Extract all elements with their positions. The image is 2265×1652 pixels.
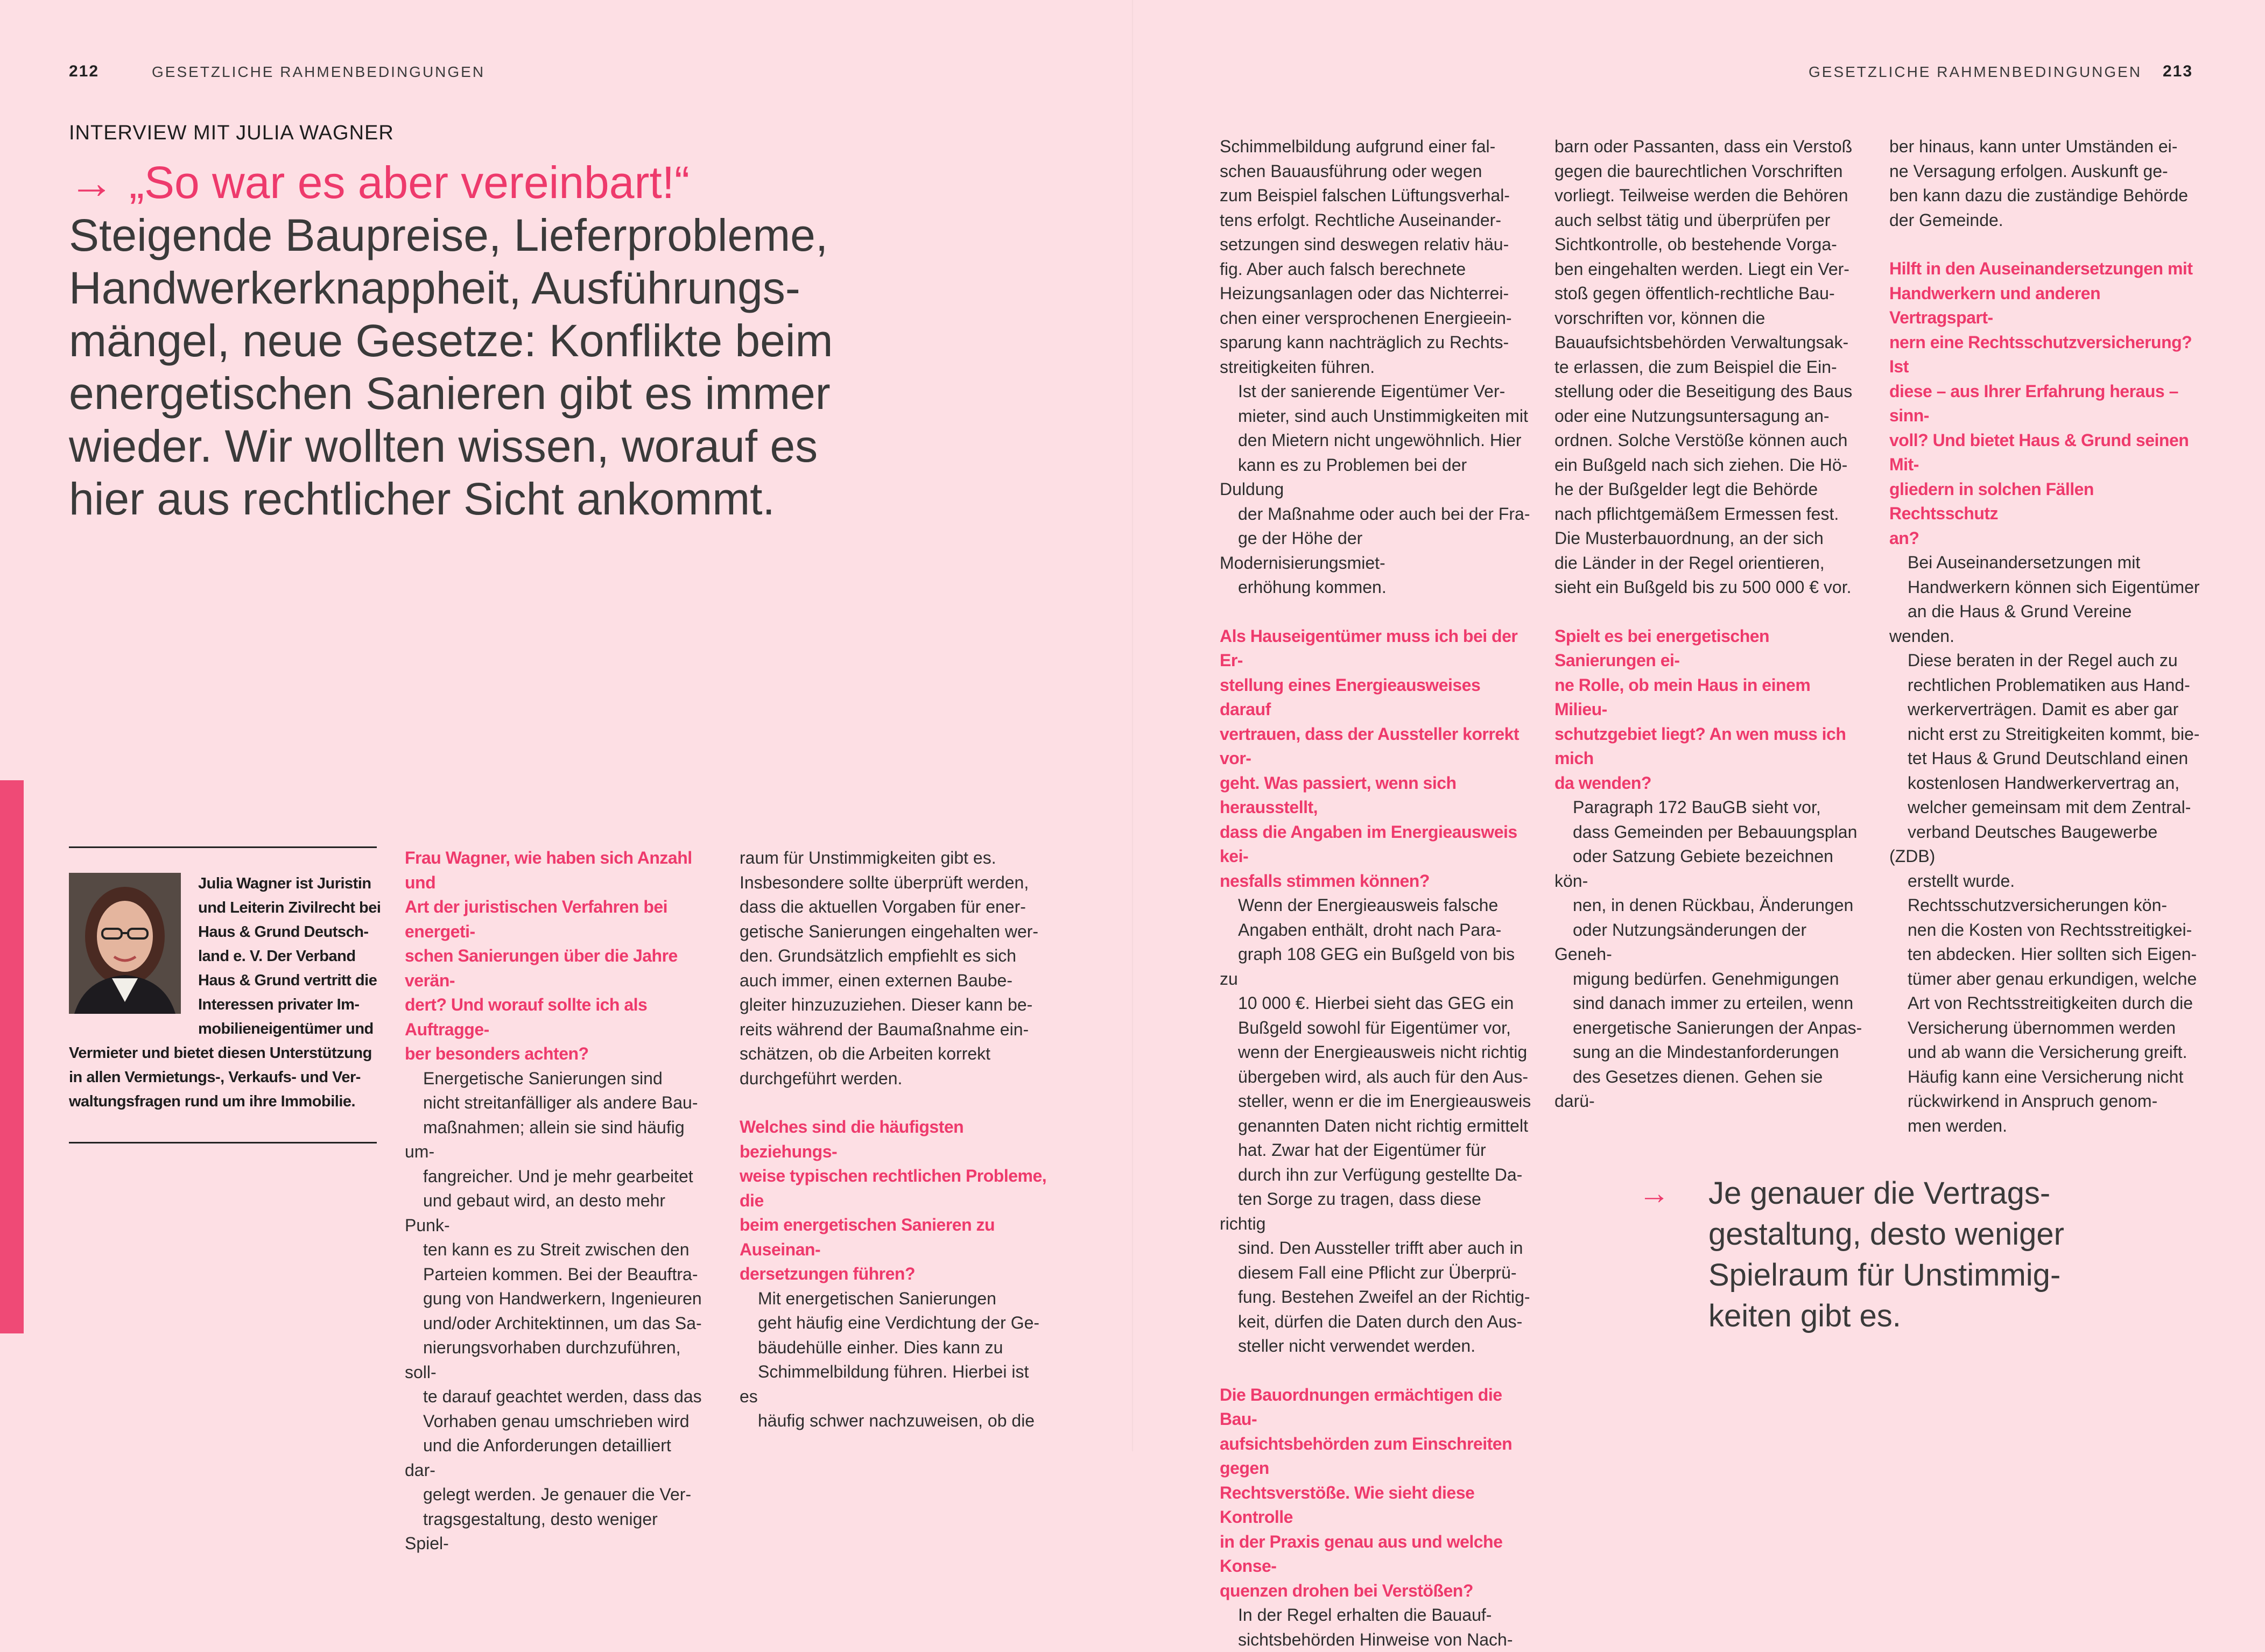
bio-line: Haus & Grund vertritt die bbox=[198, 969, 381, 993]
headline-line: energetischen Sanieren gibt es immer bbox=[69, 367, 952, 420]
running-head-left: GESETZLICHE RAHMENBEDINGUNGEN bbox=[152, 63, 485, 81]
text-line: schen Bauausführung oder wegen bbox=[1220, 159, 1532, 184]
text-line: wenn der Energieausweis nicht richtig bbox=[1220, 1040, 1532, 1065]
text-line: bäudehülle einher. Dies kann zu bbox=[740, 1336, 1052, 1360]
answer-paragraph bbox=[1554, 135, 1867, 600]
bio-line: und Leiterin Zivilrecht bei bbox=[198, 896, 381, 920]
accent-bar bbox=[0, 780, 24, 1333]
text-line: Als Hauseigentümer muss ich bei der Er- bbox=[1220, 624, 1532, 673]
page-number-left: 212 bbox=[69, 62, 99, 81]
text-line: In der Regel erhalten die Bauauf- bbox=[1220, 1603, 1532, 1628]
text-line: den Mietern nicht ungewöhnlich. Hier bbox=[1220, 428, 1532, 453]
text-line: Art der juristischen Verfahren bei energeti- bbox=[405, 895, 706, 944]
text-line: vorliegt. Teilweise werden die Behören bbox=[1554, 183, 1867, 208]
text-line: tet Haus & Grund Deutschland einen bbox=[1889, 746, 2201, 771]
text-line: barn oder Passanten, dass ein Verstoß bbox=[1554, 135, 1867, 159]
answer-paragraph bbox=[740, 846, 1052, 1091]
body-column-4 bbox=[1554, 135, 1867, 1114]
text-line: ben eingehalten werden. Liegt ein Ver- bbox=[1554, 257, 1867, 282]
text-line: durchgeführt werden. bbox=[740, 1067, 1052, 1091]
answer-paragraph bbox=[1554, 795, 1867, 1114]
paragraph-gap bbox=[740, 1091, 1052, 1115]
text-line: ein Bußgeld nach sich ziehen. Die Hö- bbox=[1554, 453, 1867, 478]
text-line: ne Rolle, ob mein Haus in einem Milieu- bbox=[1554, 673, 1867, 722]
running-head-right: GESETZLICHE RAHMENBEDINGUNGEN bbox=[1809, 63, 2142, 81]
text-line: keit, dürfen die Daten durch den Aus- bbox=[1220, 1310, 1532, 1335]
text-line: genannten Daten nicht richtig ermittelt bbox=[1220, 1114, 1532, 1139]
text-line: Bauaufsichtsbehörden Verwaltungsak- bbox=[1554, 330, 1867, 355]
pull-quote bbox=[1638, 1173, 2209, 1337]
text-line: Spielt es bei energetischen Sanierungen ei- bbox=[1554, 624, 1867, 673]
text-line: durch ihn zur Verfügung gestellte Da- bbox=[1220, 1163, 1532, 1188]
text-line: diesem Fall eine Pflicht zur Überprü- bbox=[1220, 1261, 1532, 1286]
text-line: maßnahmen; allein sie sind häufig um- bbox=[405, 1116, 706, 1164]
text-line: ordnen. Solche Verstöße können auch bbox=[1554, 428, 1867, 453]
text-line: Energetische Sanierungen sind bbox=[405, 1067, 706, 1091]
text-line: Vorhaben genau umschrieben wird bbox=[405, 1409, 706, 1434]
interview-question bbox=[1554, 624, 1867, 796]
text-line: nicht streitanfälliger als andere Bau- bbox=[405, 1091, 706, 1116]
text-line: dert? Und worauf sollte ich als Auftragge- bbox=[405, 993, 706, 1042]
text-line: mieter, sind auch Unstimmigkeiten mit bbox=[1220, 404, 1532, 429]
text-line: zum Beispiel falschen Lüftungsverhal- bbox=[1220, 183, 1532, 208]
text-line: gung von Handwerkern, Ingenieuren bbox=[405, 1287, 706, 1311]
text-line: beim energetischen Sanieren zu Auseinan- bbox=[740, 1213, 1052, 1262]
text-line: erhöhung kommen. bbox=[1220, 575, 1532, 600]
text-line: und ab wann die Versicherung greift. bbox=[1889, 1040, 2201, 1065]
text-line: vorschriften vor, können die bbox=[1554, 306, 1867, 331]
body-column-3 bbox=[1220, 135, 1532, 1652]
text-line: Welches sind die häufigsten beziehungs- bbox=[740, 1115, 1052, 1164]
answer-paragraph bbox=[1889, 893, 2201, 1138]
text-line: voll? Und bietet Haus & Grund seinen Mit- bbox=[1889, 428, 2201, 477]
text-line: dersetzungen führen? bbox=[740, 1262, 1052, 1287]
text-line: kostenlosen Handwerkervertrag an, bbox=[1889, 771, 2201, 796]
bio-line: Vermieter und bietet diesen Unterstützung bbox=[69, 1041, 381, 1065]
text-line: ge der Höhe der Modernisierungsmiet- bbox=[1220, 526, 1532, 575]
text-line: Bei Auseinandersetzungen mit bbox=[1889, 550, 2201, 575]
bio-line: mobilieneigentümer und bbox=[198, 1017, 381, 1041]
text-line: und die Anforderungen detailliert dar- bbox=[405, 1434, 706, 1482]
answer-paragraph bbox=[1220, 1603, 1532, 1652]
text-line: oder eine Nutzungsuntersagung an- bbox=[1554, 404, 1867, 429]
text-line: te darauf geachtet werden, dass das bbox=[405, 1385, 706, 1409]
text-line: der Gemeinde. bbox=[1889, 208, 2201, 233]
text-line: Bußgeld sowohl für Eigentümer vor, bbox=[1220, 1016, 1532, 1041]
text-line: häufig schwer nachzuweisen, ob die bbox=[740, 1409, 1052, 1434]
text-line: da wenden? bbox=[1554, 771, 1867, 796]
bio-line: waltungsfragen rund um ihre Immobilie. bbox=[69, 1090, 381, 1114]
text-line: fig. Aber auch falsch berechnete bbox=[1220, 257, 1532, 282]
text-line: nesfalls stimmen können? bbox=[1220, 869, 1532, 894]
text-line: gelegt werden. Je genauer die Ver- bbox=[405, 1482, 706, 1507]
text-line: ne Versagung erfolgen. Auskunft ge- bbox=[1889, 159, 2201, 184]
text-line: sung an die Mindestanforderungen bbox=[1554, 1040, 1867, 1065]
text-line: in der Praxis genau aus und welche Konse- bbox=[1220, 1530, 1532, 1579]
gutter-fold bbox=[1132, 0, 1133, 1451]
text-line: gleiter hinzuzuziehen. Dieser kann be- bbox=[740, 993, 1052, 1018]
bio-text bbox=[69, 872, 381, 1114]
text-line: auch selbst tätig und überprüfen per bbox=[1554, 208, 1867, 233]
headline-quote: „So war es aber vereinbart!“ bbox=[129, 157, 690, 208]
text-line: oder Nutzungsänderungen der Geneh- bbox=[1554, 918, 1867, 967]
text-line: ben kann dazu die zuständige Behörde bbox=[1889, 183, 2201, 208]
text-line: Heizungsanlagen oder das Nichterrei- bbox=[1220, 281, 1532, 306]
text-line: steller, wenn er die im Energieausweis bbox=[1220, 1089, 1532, 1114]
bio-line: Interessen privater Im- bbox=[198, 993, 381, 1017]
text-line: übergeben wird, als auch für den Aus- bbox=[1220, 1065, 1532, 1090]
kicker: INTERVIEW MIT JULIA WAGNER bbox=[69, 122, 394, 145]
text-line: nen, in denen Rückbau, Änderungen bbox=[1554, 893, 1867, 918]
text-line: weise typischen rechtlichen Probleme, die bbox=[740, 1164, 1052, 1213]
body-column-2 bbox=[740, 846, 1052, 1434]
text-line: raum für Unstimmigkeiten gibt es. bbox=[740, 846, 1052, 871]
text-line: rechtlichen Problematiken aus Hand- bbox=[1889, 673, 2201, 698]
text-line: geht häufig eine Verdichtung der Ge- bbox=[740, 1311, 1052, 1336]
text-line: schätzen, ob die Arbeiten korrekt bbox=[740, 1042, 1052, 1067]
text-line: sparung kann nachträglich zu Rechts- bbox=[1220, 330, 1532, 355]
arrow-right-icon: → bbox=[69, 156, 129, 209]
text-line: nach pflichtgemäßem Ermessen fest. bbox=[1554, 502, 1867, 527]
text-line: nicht erst zu Streitigkeiten kommt, bie- bbox=[1889, 722, 2201, 747]
paragraph-gap bbox=[1220, 1359, 1532, 1383]
text-line: fangreicher. Und je mehr gearbeitet bbox=[405, 1164, 706, 1189]
text-line: sieht ein Bußgeld bis zu 500 000 € vor. bbox=[1554, 575, 1867, 600]
text-line: streitigkeiten führen. bbox=[1220, 355, 1532, 380]
bio-line: land e. V. Der Verband bbox=[198, 944, 381, 969]
arrow-right-icon: → bbox=[1638, 1173, 1670, 1214]
headline bbox=[69, 156, 952, 525]
text-line: te erlassen, die zum Beispiel die Ein- bbox=[1554, 355, 1867, 380]
text-line: graph 108 GEG ein Bußgeld von bis zu bbox=[1220, 942, 1532, 991]
interview-question bbox=[1889, 257, 2201, 550]
text-line: tragsgestaltung, desto weniger Spiel- bbox=[405, 1507, 706, 1556]
text-line: und gebaut wird, an desto mehr Punk- bbox=[405, 1189, 706, 1238]
text-line: gegen die baurechtlichen Vorschriften bbox=[1554, 159, 1867, 184]
text-line: migung bedürfen. Genehmigungen bbox=[1554, 967, 1867, 992]
text-line: hat. Zwar hat der Eigentümer für bbox=[1220, 1138, 1532, 1163]
text-line: dass Gemeinden per Bebauungsplan bbox=[1554, 820, 1867, 845]
text-line: den. Grundsätzlich empfiehlt es sich bbox=[740, 944, 1052, 969]
text-line: die Länder in der Regel orientieren, bbox=[1554, 551, 1867, 576]
pull-quote-line: Je genauer die Vertrags- bbox=[1708, 1173, 2209, 1214]
pull-quote-line: keiten gibt es. bbox=[1708, 1296, 2209, 1337]
text-line: ten abdecken. Hier sollten sich Eigen- bbox=[1889, 942, 2201, 967]
bio-rule-top bbox=[69, 846, 377, 848]
text-line: nern eine Rechtsschutzversicherung? Ist bbox=[1889, 330, 2201, 379]
paragraph-gap bbox=[1889, 232, 2201, 257]
text-line: nierungsvorhaben durchzuführen, soll- bbox=[405, 1336, 706, 1385]
answer-paragraph bbox=[405, 1067, 706, 1556]
text-line: Frau Wagner, wie haben sich Anzahl und bbox=[405, 846, 706, 895]
text-line: Handwerkern können sich Eigentümer bbox=[1889, 575, 2201, 600]
pull-quote-line: gestaltung, desto weniger bbox=[1708, 1214, 2209, 1255]
text-line: Rechtsverstöße. Wie sieht diese Kontrolle bbox=[1220, 1481, 1532, 1530]
text-line: auch immer, einen externen Baube- bbox=[740, 969, 1052, 993]
text-line: he der Bußgelder legt die Behörde bbox=[1554, 477, 1867, 502]
text-line: ten Sorge zu tragen, dass diese richtig bbox=[1220, 1187, 1532, 1236]
headline-line: wieder. Wir wollten wissen, worauf es bbox=[69, 420, 952, 472]
text-line: aufsichtsbehörden zum Einschreiten gegen bbox=[1220, 1432, 1532, 1481]
text-line: dass die aktuellen Vorgaben für ener- bbox=[740, 895, 1052, 920]
text-line: reits während der Baumaßnahme ein- bbox=[740, 1018, 1052, 1042]
text-line: tens erfolgt. Rechtliche Auseinander- bbox=[1220, 208, 1532, 233]
bio-line: Julia Wagner ist Juristin bbox=[198, 872, 381, 896]
text-line: Ist der sanierende Eigentümer Ver- bbox=[1220, 379, 1532, 404]
text-line: vertrauen, dass der Aussteller korrekt vor- bbox=[1220, 722, 1532, 771]
text-line: Die Musterbauordnung, an der sich bbox=[1554, 526, 1867, 551]
answer-paragraph bbox=[1220, 379, 1532, 600]
text-line: oder Satzung Gebiete bezeichnen kön- bbox=[1554, 844, 1867, 893]
answer-paragraph bbox=[740, 1287, 1052, 1434]
interview-question bbox=[740, 1115, 1052, 1287]
headline-line: hier aus rechtlicher Sicht ankommt. bbox=[69, 472, 952, 525]
text-line: nen die Kosten von Rechtsstreitigkei- bbox=[1889, 918, 2201, 943]
headline-line: Steigende Baupreise, Lieferprobleme, bbox=[69, 209, 952, 262]
text-line: getische Sanierungen eingehalten wer- bbox=[740, 920, 1052, 944]
text-line: fung. Bestehen Zweifel an der Richtig- bbox=[1220, 1285, 1532, 1310]
page-number-right: 213 bbox=[2163, 62, 2193, 81]
text-line: Schimmelbildung aufgrund einer fal- bbox=[1220, 135, 1532, 159]
text-line: energetische Sanierungen der Anpas- bbox=[1554, 1016, 1867, 1041]
text-line: Angaben enthält, droht nach Para- bbox=[1220, 918, 1532, 943]
headline-line: mängel, neue Gesetze: Konflikte beim bbox=[69, 314, 952, 367]
text-line: Schimmelbildung führen. Hierbei ist es bbox=[740, 1360, 1052, 1409]
bio-line: Haus & Grund Deutsch- bbox=[198, 920, 381, 944]
text-line: Art von Rechtsstreitigkeiten durch die bbox=[1889, 991, 2201, 1016]
answer-paragraph bbox=[1220, 893, 1532, 1359]
text-line: Diese beraten in der Regel auch zu bbox=[1889, 648, 2201, 673]
text-line: des Gesetzes dienen. Gehen sie darü- bbox=[1554, 1065, 1867, 1114]
interview-question bbox=[405, 846, 706, 1067]
text-line: welcher gemeinsam mit dem Zentral- bbox=[1889, 795, 2201, 820]
text-line: Paragraph 172 BauGB sieht vor, bbox=[1554, 795, 1867, 820]
text-line: Mit energetischen Sanierungen bbox=[740, 1287, 1052, 1311]
text-line: schutzgebiet liegt? An wen muss ich mich bbox=[1554, 722, 1867, 771]
text-line: stellung oder die Beseitigung des Baus bbox=[1554, 379, 1867, 404]
text-line: an? bbox=[1889, 526, 2201, 551]
body-column-1 bbox=[405, 846, 706, 1556]
text-line: kann es zu Problemen bei der Duldung bbox=[1220, 453, 1532, 502]
paragraph-gap bbox=[1220, 600, 1532, 624]
text-line: rückwirkend in Anspruch genom- bbox=[1889, 1089, 2201, 1114]
bio-line: in allen Vermietungs-, Verkaufs- und Ver- bbox=[69, 1065, 381, 1090]
text-line: tümer aber genau erkundigen, welche bbox=[1889, 967, 2201, 992]
text-line: ber besonders achten? bbox=[405, 1042, 706, 1067]
text-line: dass die Angaben im Energieausweis kei- bbox=[1220, 820, 1532, 869]
text-line: chen einer versprochenen Energieein- bbox=[1220, 306, 1532, 331]
text-line: und/oder Architektinnen, um das Sa- bbox=[405, 1311, 706, 1336]
text-line: Handwerkern und anderen Vertragspart- bbox=[1889, 281, 2201, 330]
bio-rule-bottom bbox=[69, 1142, 377, 1143]
headline-quote-line bbox=[69, 156, 952, 209]
text-line: stoß gegen öffentlich-rechtliche Bau- bbox=[1554, 281, 1867, 306]
text-line: Parteien kommen. Bei der Beauftra- bbox=[405, 1262, 706, 1287]
text-line: quenzen drohen bei Verstößen? bbox=[1220, 1579, 1532, 1604]
text-line: verband Deutsches Baugewerbe (ZDB) bbox=[1889, 820, 2201, 869]
text-line: erstellt wurde. bbox=[1889, 869, 2201, 894]
text-line: men werden. bbox=[1889, 1114, 2201, 1139]
body-column-5 bbox=[1889, 135, 2201, 1138]
text-line: steller nicht verwendet werden. bbox=[1220, 1334, 1532, 1359]
text-line: an die Haus & Grund Vereine wenden. bbox=[1889, 599, 2201, 648]
text-line: Rechtsschutzversicherungen kön- bbox=[1889, 893, 2201, 918]
answer-paragraph bbox=[1889, 135, 2201, 232]
pull-quote-line: Spielraum für Unstimmig- bbox=[1708, 1255, 2209, 1296]
text-line: setzungen sind deswegen relativ häu- bbox=[1220, 232, 1532, 257]
interview-question bbox=[1220, 624, 1532, 894]
text-line: ten kann es zu Streit zwischen den bbox=[405, 1238, 706, 1262]
text-line: Sichtkontrolle, ob bestehende Vorga- bbox=[1554, 232, 1867, 257]
text-line: werkerverträgen. Damit es aber gar bbox=[1889, 697, 2201, 722]
text-line: Insbesondere sollte überprüft werden, bbox=[740, 871, 1052, 895]
text-line: geht. Was passiert, wenn sich herausstellt, bbox=[1220, 771, 1532, 820]
text-line: der Maßnahme oder auch bei der Fra- bbox=[1220, 502, 1532, 527]
answer-paragraph bbox=[1220, 135, 1532, 379]
text-line: sichtsbehörden Hinweise von Nach- bbox=[1220, 1628, 1532, 1652]
text-line: Versicherung übernommen werden bbox=[1889, 1016, 2201, 1041]
headline-line: Handwerkerknappheit, Ausführungs- bbox=[69, 262, 952, 314]
text-line: sind danach immer zu erteilen, wenn bbox=[1554, 991, 1867, 1016]
text-line: schen Sanierungen über die Jahre verän- bbox=[405, 944, 706, 993]
text-line: ber hinaus, kann unter Umständen ei- bbox=[1889, 135, 2201, 159]
answer-paragraph bbox=[1889, 550, 2201, 893]
text-line: Hilft in den Auseinandersetzungen mit bbox=[1889, 257, 2201, 281]
interview-question bbox=[1220, 1383, 1532, 1604]
text-line: gliedern in solchen Fällen Rechtsschutz bbox=[1889, 477, 2201, 526]
text-line: sind. Den Aussteller trifft aber auch in bbox=[1220, 1236, 1532, 1261]
text-line: Häufig kann eine Versicherung nicht bbox=[1889, 1065, 2201, 1090]
paragraph-gap bbox=[1554, 600, 1867, 624]
text-line: 10 000 €. Hierbei sieht das GEG ein bbox=[1220, 991, 1532, 1016]
text-line: Die Bauordnungen ermächtigen die Bau- bbox=[1220, 1383, 1532, 1432]
text-line: diese – aus Ihrer Erfahrung heraus – sinn- bbox=[1889, 379, 2201, 428]
text-line: stellung eines Energieausweises darauf bbox=[1220, 673, 1532, 722]
text-line: Wenn der Energieausweis falsche bbox=[1220, 893, 1532, 918]
